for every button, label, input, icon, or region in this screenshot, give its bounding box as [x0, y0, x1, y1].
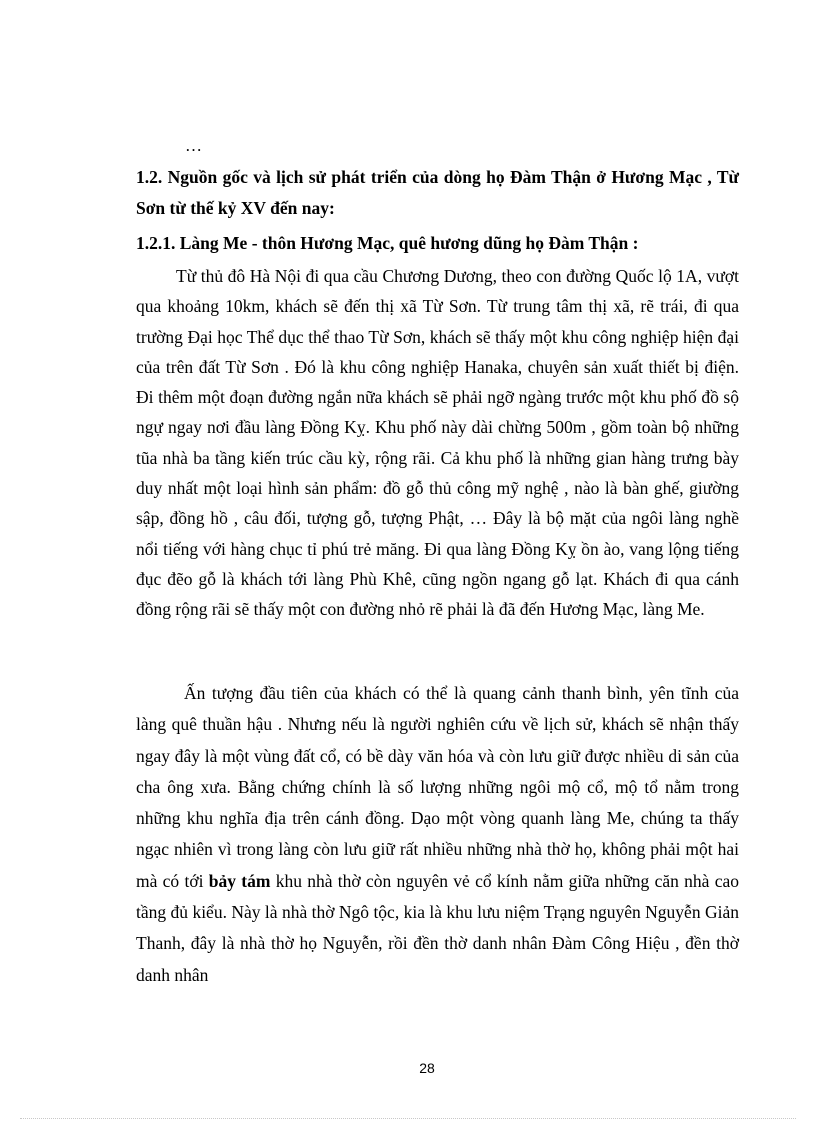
- section-heading: 1.2. Nguồn gốc và lịch sử phát triển của dòng họ Đàm Thận ở Hương Mạc , Từ Sơn từ thế kỷ XV đến nay:: [136, 167, 739, 218]
- page-bottom-divider: [20, 1118, 796, 1119]
- paragraph-1: Từ thủ đô Hà Nội đi qua cầu Chương Dương, theo con đường Quốc lộ 1A, vượt qua khoảng 10km, khách sẽ đến thị xã Từ Sơn. Từ trung tâm thị xã, rẽ trái, đi qua trường Đại học Thể dục thể thao Từ Sơn, khách sẽ thấy một khu công nghiệp hiện đại của trên đất Từ Sơn . Đó là khu công nghiệp Hanaka, chuyên sản xuất thiết bị điện. Đi thêm một đoạn đường ngắn nữa khách sẽ phải ngỡ ngàng trước một khu phố đồ sộ ngự ngay nơi đầu làng Đồng Kỵ. Khu phố này dài chừng 500m , gồm toàn bộ những tũa nhà ba tầng kiến trúc cầu kỳ, rộng rãi. Cả khu phố là những gian hàng trưng bày duy nhất một loại hình sản phẩm: đồ gỗ thủ công mỹ nghệ , nào là bàn ghế, giường sập, đồng hồ , câu đối, tượng gỗ, tượng Phật, … Đây là bộ mặt của ngôi làng nghề nổi tiếng với hàng chục tỉ phú trẻ măng. Đi qua làng Đồng Kỵ ồn ào, vang lộng tiếng đục đẽo gỗ là khách tới làng Phù Khê, cũng ngồn ngang gỗ lạt. Khách đi qua cánh đồng rộng rãi sẽ thấy một con đường nhỏ rẽ phải là đã đến Hương Mạc, làng Me.: [136, 266, 739, 620]
- paragraph-2-text-start: Ấn tượng đầu tiên của khách có thể là quang cảnh thanh bình, yên tĩnh của làng quê thuần hậu . Nhưng nếu là người nghiên cứu về lịch sử, khách sẽ nhận thấy ngay đây là một vùng đất cổ, có bề dày văn hóa và còn lưu giữ được nhiều di sản của cha ông xưa. Bằng chứng chính là số lượng những ngôi mộ cổ, mộ tổ nằm trong những khu nghĩa địa trên cánh đồng. Dạo một vòng quanh làng Me, chúng ta thấy ngạc nhiên vì trong làng còn lưu giữ rất nhiều những nhà thờ họ, không phải một hai mà có tới: [136, 683, 739, 891]
- page-number: 28: [419, 1060, 435, 1076]
- leading-ellipsis: …: [185, 136, 202, 155]
- paragraph-2-bold-phrase: bảy tám: [208, 870, 271, 891]
- subsection-heading: 1.2.1. Làng Me - thôn Hương Mạc, quê hương dũng họ Đàm Thận :: [136, 233, 639, 253]
- paragraph-2: [136, 678, 739, 991]
- paragraph-2-text-end: khu nhà thờ còn nguyên vẻ cổ kính nằm giữa những căn nhà cao tầng đủ kiểu. Này là nhà thờ Ngô tộc, kia là khu lưu niệm Trạng nguyên Nguyễn Giản Thanh, đây là nhà thờ họ Nguyễn, rồi đền thờ danh nhân Đàm Công Hiệu , đền thờ danh nhân: [136, 870, 739, 985]
